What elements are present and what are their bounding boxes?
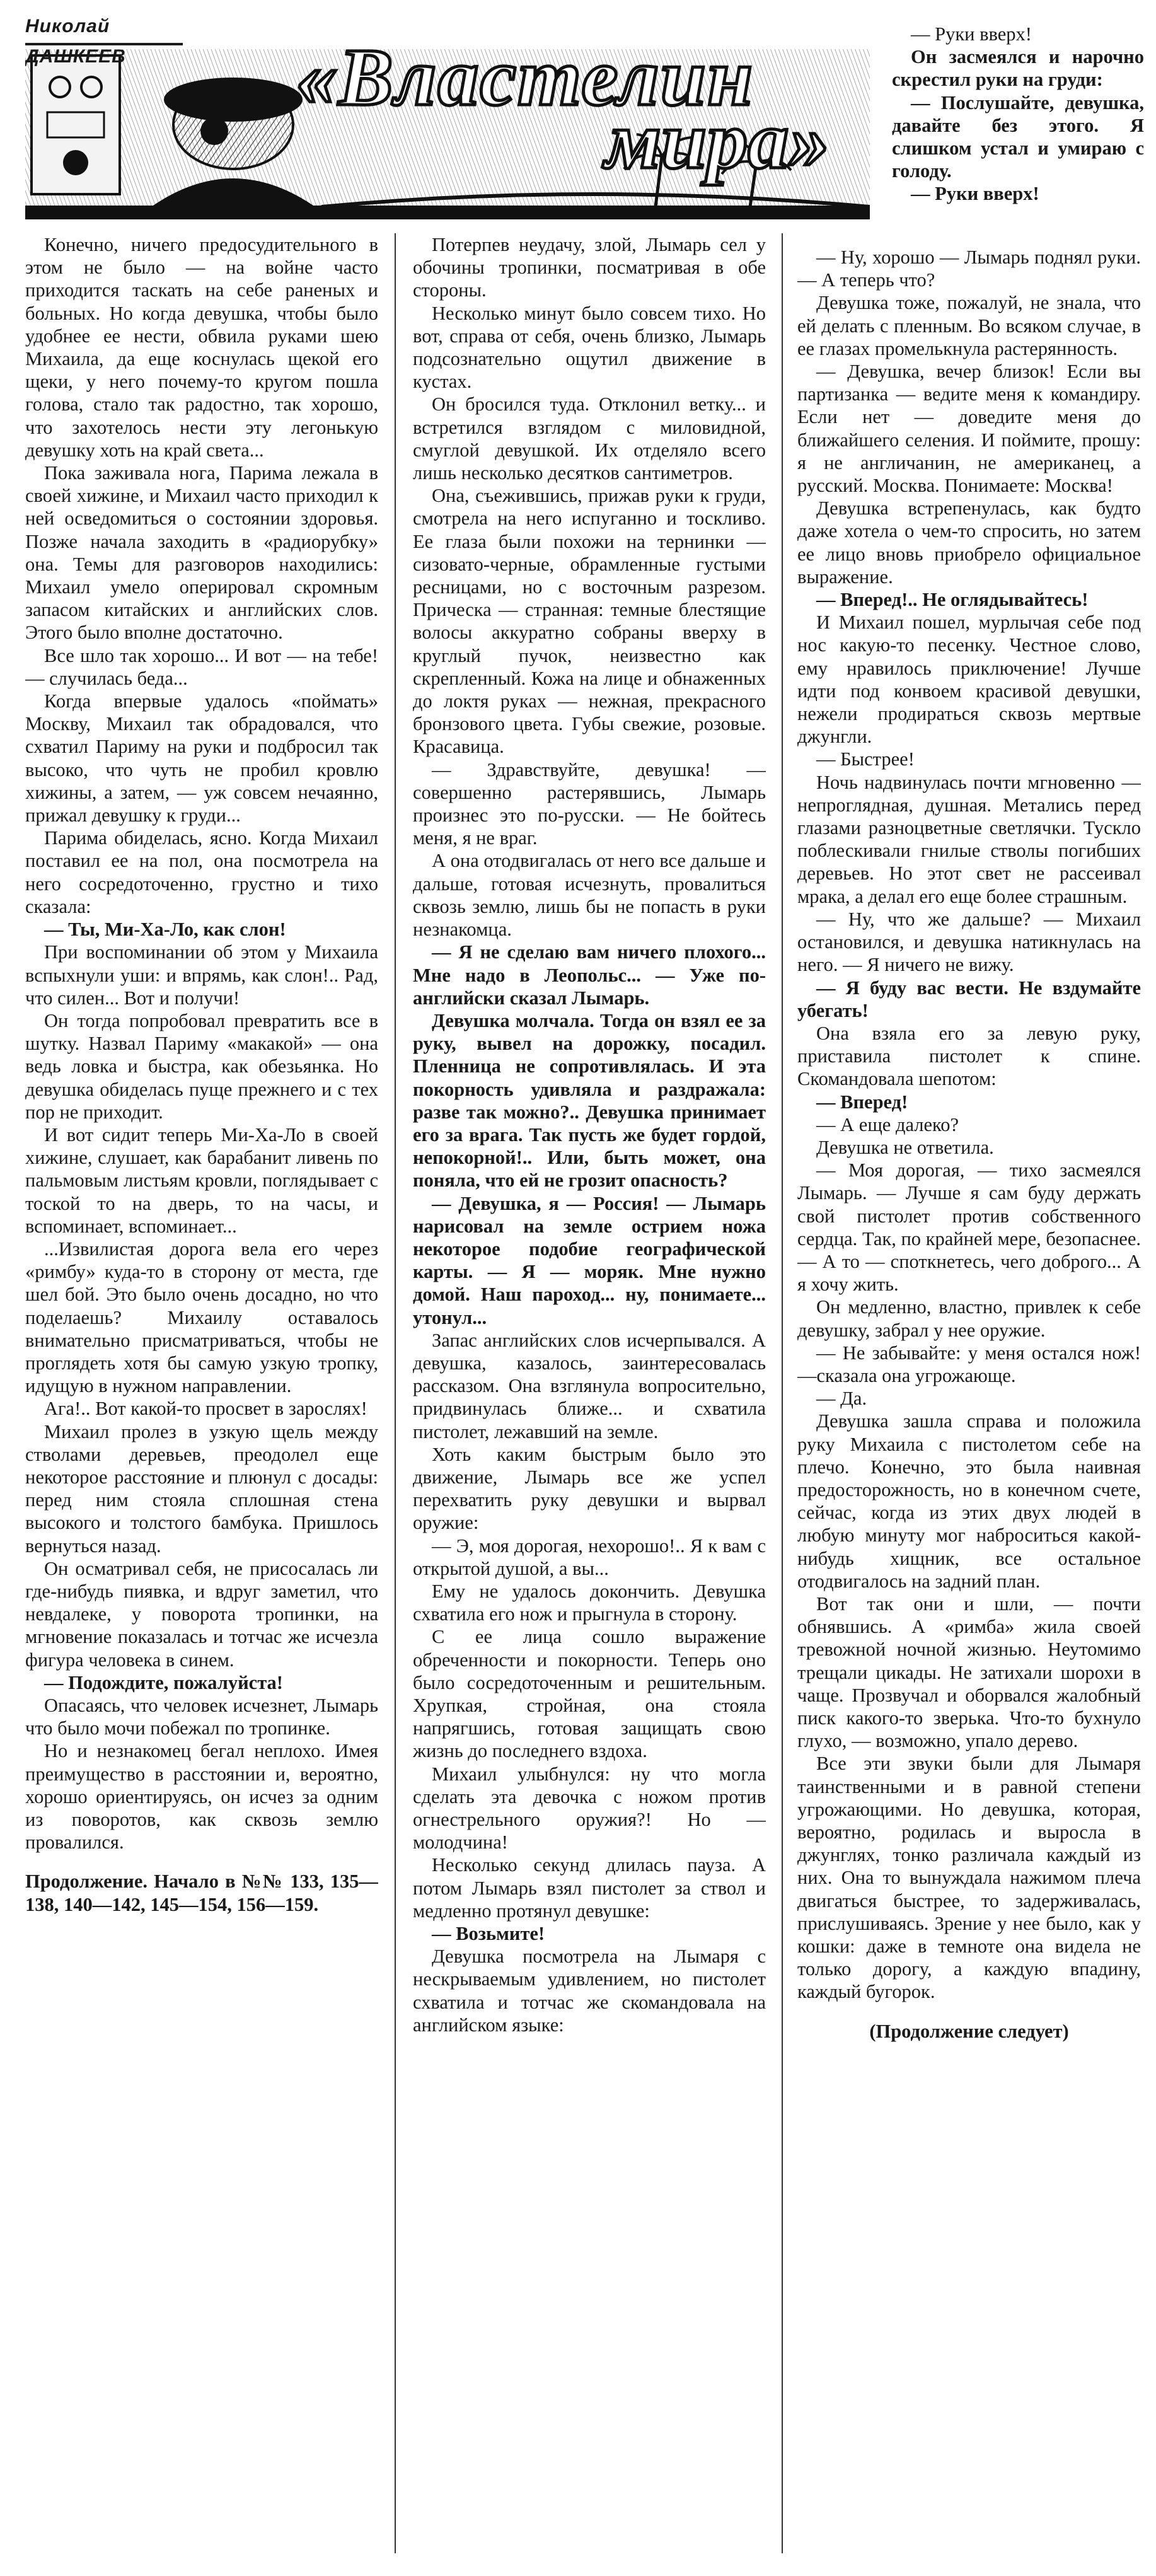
paragraph: Потерпев неудачу, злой, Лымарь сел у обочины тропинки, посматривая в обе стороны. bbox=[413, 234, 766, 301]
paragraph: — Вперед!.. Не оглядывайтесь! bbox=[816, 589, 1089, 611]
paragraph: Парима обиделась, ясно. Когда Михаил поставил ее на пол, она посмотрела на него сосредоточенно, грустно и тихо сказала: bbox=[25, 827, 378, 917]
paragraph: — Возьмите! bbox=[432, 1923, 545, 1945]
paragraph: Девушка посмотрела на Лымаря с нескрываемым удивлением, но пистолет схватила и тотчас же скомандовала на английском языке: bbox=[413, 1946, 766, 2036]
paragraph: — Вперед! bbox=[816, 1091, 908, 1113]
paragraph: ...Извилистая дорога вела его через «римбу» куда-то в сторону от места, где шел бой. Это было очень досадно, но что поделаешь? Михаилу оставалось внимательно присматриваться, чтобы не проглядеть хотя бы самую узкую тропку, идущую в нужном направлении. bbox=[25, 1238, 378, 1397]
paragraph: — Я буду вас вести. Не вздумайте убегать! bbox=[797, 977, 1141, 1021]
paragraph: — Ну, хорошо — Лымарь поднял руки. — А теперь что? bbox=[797, 247, 1141, 291]
paragraph: — Да. bbox=[816, 1388, 867, 1410]
column-divider bbox=[395, 233, 396, 2553]
to-be-continued-note: (Продолжение следует) bbox=[869, 2020, 1069, 2042]
paragraph: Она взяла его за левую руку, приставила пистолет к спине. Скомандовала шепотом: bbox=[797, 1022, 1141, 1090]
paragraph: Девушка встрепенулась, как будто даже хотела о чем-то спросить, но затем ее лицо вновь приобрело официальное выражение. bbox=[797, 497, 1141, 588]
paragraph: Она, съежившись, прижав руки к груди, смотрела на него испуганно и тоскливо. Ее глаза были похожи на тернинки — сизовато-черные, обрамленные густыми ресницами, но с восточным разрезом. Прическа — странная: темные блестящие волосы аккуратно собраны вверху в круглый пучок, неизвестно как скрепленный. Кожа на лице и обнаженных до локтя руках — нежная, прекрасного бронзового цвета. Губы свежие, розовые. Красавица. bbox=[413, 485, 766, 758]
paragraph: Все эти звуки были для Лымаря таинственными и в равной степени угрожающими. Но девушка, которая, вероятно, родилась и выросла в джунглях, тонко различала каждый из них. Она то вынуждала нажимом плеча двигаться быстрее, то задерживалась, прислушиваясь. Зрение у нее было, как у кошки: даже в темноте она видела не только дорогу, а каждую впадину, каждый бугорок. bbox=[797, 1753, 1141, 2003]
paragraph: Хоть каким быстрым было это движение, Лымарь все же успел перехватить руку девушки и вырвал оружие: bbox=[413, 1443, 766, 1534]
paragraph: Пока заживала нога, Парима лежала в своей хижине, и Михаил часто приходил к ней осведомиться о состоянии здоровья. Позже начала заходить в «радиорубку» она. Темы для разговоров находились: Михаил умело оперировал скромным запасом китайских и английских слов. Этого было вполне достаточно. bbox=[25, 462, 378, 644]
paragraph: И Михаил пошел, мурлычая себе под нос какую-то песенку. Честное слово, ему нравилось приключение! Лучше идти под конвоем красивой девушки, нежели продираться сквозь мертвые джунгли. bbox=[797, 612, 1141, 748]
paragraph: — Ты, Ми-Ха-Ло, как слон! bbox=[44, 919, 286, 941]
author-name: Николай ДАШКЕЕВ bbox=[25, 11, 183, 45]
paragraph: Михаил пролез в узкую щель между стволами деревьев, преодолел еще некоторое расстояние и плюнул с досады: перед ним стояла сплошная стена высокого и толстого бамбука. Пришлось вернуться назад. bbox=[25, 1420, 378, 1557]
paragraph: Ага!.. Вот какой-то просвет в зарослях! bbox=[44, 1398, 367, 1420]
paragraph: Он бросился туда. Отклонил ветку... и встретился взглядом с миловидной, смуглой девушкой. Их отделяло всего лишь несколько десятков сантиметров. bbox=[413, 393, 766, 484]
column-1 bbox=[25, 233, 378, 2553]
paragraph: — Руки вверх! bbox=[911, 23, 1032, 45]
paragraph: Девушка тоже, пожалуй, не знала, что ей делать с пленным. Во всяком случае, в ее глазах промелькнула растерянность. bbox=[797, 292, 1141, 359]
paragraph: Все шло так хорошо... И вот — на тебе! — случилась беда... bbox=[25, 644, 378, 689]
paragraph: Несколько минут было совсем тихо. Но вот, справа от себя, очень близко, Лымарь подсознательно ощутил движение в кустах. bbox=[413, 302, 766, 393]
paragraph: Опасаясь, что человек исчезнет, Лымарь что было мочи побежал по тропинке. bbox=[25, 1695, 378, 1739]
paragraph: Девушка зашла справа и положила руку Михаила с пистолетом себе на плечо. Конечно, это была наивная предосторожность, но в конечном счете, сейчас, когда из этих двух людей в любую минуту мог наброситься какой-нибудь хищник, все остальное отодвигалось на задний план. bbox=[797, 1410, 1141, 1592]
paragraph: Ему не удалось докончить. Девушка схватила его нож и прыгнула в сторону. bbox=[413, 1580, 766, 1625]
paragraph: Ночь надвинулась почти мгновенно — непроглядная, душная. Метались перед глазами разноцветные светлячки. Тускло поблескивали гнилые стволы погибших деревьев. Но этот свет не рассеивал мрака, а делал его еще более страшным. bbox=[797, 771, 1141, 907]
paragraph: — Я не сделаю вам ничего плохого... Мне надо в Леопольс... — Уже по-английски сказал Лымарь. bbox=[413, 941, 766, 1009]
paragraph: Он тогда попробовал превратить все в шутку. Назвал Париму «макакой» — она ведь ловка и быстра, как обезьянка. Но девушка обиделась пуще прежнего и с тех пор не приходит. bbox=[25, 1009, 378, 1123]
paragraph: Он осматривал себя, не присосалась ли где-нибудь пиявка, и вдруг заметил, что невдалеке, у поворота тропинки, на мгновение показалась и тотчас же исчезла фигура человека в синем. bbox=[25, 1557, 378, 1671]
paragraph: — Девушка, вечер близок! Если вы партизанка — ведите меня к командиру. Если нет — доведите меня до ближайшего селения. И поймите, прошу: я не англичанин, не американец, а русский. Москва. Понимаете: Москва! bbox=[797, 361, 1141, 497]
paragraph: — Ну, что же дальше? — Михаил остановился, и девушка натикнулась на него. — Я ничего не вижу. bbox=[797, 908, 1141, 976]
article-title-line1: «Властелин bbox=[296, 32, 754, 123]
paragraph: — Э, моя дорогая, нехорошо!.. Я к вам с открытой душой, а вы... bbox=[413, 1535, 766, 1579]
column-3 bbox=[797, 246, 1141, 2553]
paragraph: Когда впервые удалось «поймать» Москву, Михаил так обрадовался, что схватил Париму на руки и подбросил так высоко, что чуть не пробил кровлю хижины, а затем, — уж совсем нечаянно, прижал девушку к груди... bbox=[25, 690, 378, 827]
paragraph: С ее лица сошло выражение обреченности и покорности. Теперь оно было сосредоточенным и решительным. Хрупкая, стройная, она стояла напрягшись, готовая защищать свою жизнь до последнего вздоха. bbox=[413, 1626, 766, 1762]
column-3-top bbox=[892, 23, 1144, 237]
continuation-note: Продолжение. Начало в №№ 133, 135—138, 140—142, 145—154, 156—159. bbox=[25, 1871, 378, 1915]
paragraph: Он засмеялся и нарочно скрестил руки на груди: bbox=[892, 46, 1144, 91]
paragraph: Но и незнакомец бегал неплохо. Имея преимущество в расстоянии и, вероятно, хорошо ориентируясь, он исчез за одним из поворотов, как сквозь землю провалился. bbox=[25, 1740, 378, 1854]
column-2 bbox=[413, 233, 766, 2553]
paragraph: — Здравствуйте, девушка! — совершенно растерявшись, Лымарь произнес это по-русски. — Не бойтесь меня, я не враг. bbox=[413, 758, 766, 849]
paragraph: — Послушайте, девушка, давайте без этого. Я слишком устал и умираю с голоду. bbox=[892, 91, 1144, 182]
paragraph: — Не забывайте: у меня остался нож!—сказала она угрожающе. bbox=[797, 1342, 1141, 1386]
paragraph: И вот сидит теперь Ми-Ха-Ло в своей хижине, слушает, как барабанит ливень по пальмовым листьям кровли, поглядывает с тоской то на дверь, то на часы, и вспоминает, вспоминает... bbox=[25, 1123, 378, 1237]
paragraph: Конечно, ничего предосудительного в этом не было — на войне часто приходится таскать на себе раненых и больных. Но когда девушка, чтобы было удобнее ее нести, обвила руками шею Михаила, да еще коснулась щекой его щеки, у него почему-то кругом пошла голова, стало так радостно, так хорошо, что захотелось нести эту легонькую девушку хоть на край света... bbox=[25, 234, 378, 461]
paragraph: — А еще далеко? bbox=[816, 1113, 959, 1135]
article-header bbox=[25, 11, 870, 219]
paragraph: — Быстрее! bbox=[816, 748, 915, 770]
paragraph: — Руки вверх! bbox=[911, 183, 1039, 205]
paragraph: Он медленно, властно, привлек к себе девушку, забрал у нее оружие. bbox=[797, 1296, 1141, 1341]
paragraph: А она отодвигалась от него все дальше и дальше, готовая исчезнуть, провалиться сквозь землю, лишь бы не попасть в руки незнакомца. bbox=[413, 850, 766, 941]
paragraph: Вот так они и шли, — почти обнявшись. А «римба» жила своей тревожной ночной жизнью. Неутомимо трещали цикады. Не затихали шорохи в чаще. Прозвучал и оборвался жалобный писк какого-то зверька. Что-то бухнуло глухо, — возможно, упало дерево. bbox=[797, 1593, 1141, 1752]
paragraph: Михаил улыбнулся: ну что могла сделать эта девочка с ножом против огнестрельного оружия?! Но — молодчина! bbox=[413, 1763, 766, 1854]
paragraph: Запас английских слов исчерпывался. А девушка, казалось, заинтересовалась рассказом. Она взглянула вопросительно, придвинулась ближе... и схватила пистолет, лежавший на земле. bbox=[413, 1329, 766, 1442]
paragraph: Несколько секунд длилась пауза. А потом Лымарь взял пистолет за ствол и медленно протянул девушке: bbox=[413, 1854, 766, 1922]
article-title-line2: мира» bbox=[605, 95, 830, 186]
paragraph: — Подождите, пожалуйста! bbox=[44, 1671, 283, 1693]
column-divider bbox=[782, 233, 783, 2553]
paragraph: — Девушка, я — Россия! — Лымарь нарисовал на земле острием ножа некоторое подобие географической карты. — Я — моряк. Мне нужно домой. Наш пароход... ну, понимаете... утонул... bbox=[413, 1192, 766, 1328]
paragraph: Девушка не ответила. bbox=[816, 1136, 994, 1158]
paragraph: Девушка молчала. Тогда он взял ее за руку, вывел на дорожку, посадил. Пленница не сопротивлялась. И эта покорность удивляла и раздражала: разве так можно?.. Девушка принимает его за врага. Так пусть же будет гордой, непокорной!.. Или, быть может, она поняла, что ей не грозит опасность? bbox=[413, 1009, 766, 1192]
paragraph: — Моя дорогая, — тихо засмеялся Лымарь. — Лучше я сам буду держать свой пистолет против собственного сердца. Так, по крайней мере, безопаснее. — А то — споткнетесь, чего доброго... А я хочу жить. bbox=[797, 1159, 1141, 1296]
paragraph: При воспоминании об этом у Михаила вспыхнули уши: и впрямь, как слон!.. Рад, что силен... Вот и получи! bbox=[25, 941, 378, 1009]
